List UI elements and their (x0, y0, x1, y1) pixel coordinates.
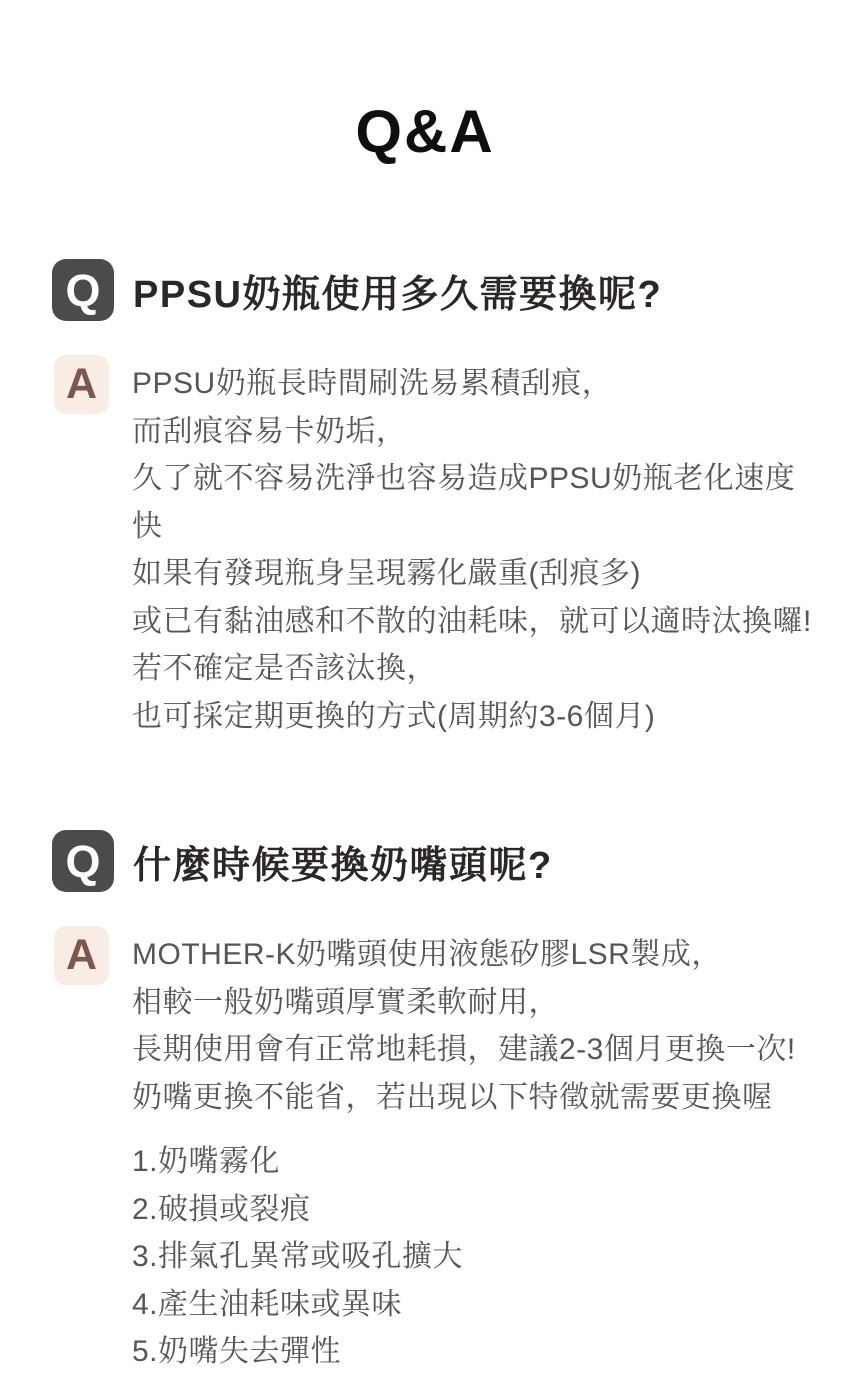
list-item: 1.奶嘴霧化 (132, 1145, 281, 1178)
answer-line: 如果有發現瓶身呈現霧化嚴重(刮痕多) (132, 557, 641, 590)
q-badge-icon: Q (52, 259, 114, 321)
answer-text (132, 926, 796, 1376)
list-item: 3.排氣孔異常或吸孔擴大 (132, 1240, 464, 1273)
answer-line: 奶嘴更換不能省，若出現以下特徵就需要更換喔 (132, 1080, 773, 1114)
answer-line: 而刮痕容易卡奶垢， (132, 414, 407, 448)
question-text: 什麼時候要換奶嘴頭呢? (133, 844, 553, 887)
answer-text (132, 355, 820, 740)
answer-line: PPSU奶瓶長時間刷洗易累積刮痕， (132, 367, 613, 400)
list-item: 2.破損或裂痕 (132, 1192, 311, 1226)
answer-row (52, 926, 820, 1376)
a-badge-icon: A (54, 355, 109, 414)
answer-line: 長期使用會有正常地耗損，建議2-3個月更換一次! (132, 1033, 796, 1066)
question-row (52, 830, 820, 892)
page-title: Q&A (355, 98, 495, 165)
question-row (52, 259, 820, 321)
q-badge-icon: Q (52, 830, 114, 892)
faq-section-bottle (0, 259, 850, 740)
a-badge-icon: A (54, 926, 109, 985)
answer-row (52, 355, 820, 740)
answer-line: 久了就不容易洗淨也容易造成PPSU奶瓶老化速度快 (132, 462, 796, 543)
answer-line: 也可採定期更換的方式(周期約3-6個月) (132, 699, 656, 733)
list-item: 5.奶嘴失去彈性 (132, 1335, 342, 1368)
answer-line: 或已有黏油感和不散的油耗味，就可以適時汰換囉! (132, 604, 812, 638)
answer-line: 若不確定是否該汰換， (132, 652, 437, 685)
answer-line: MOTHER-K奶嘴頭使用液態矽膠LSR製成， (132, 938, 722, 971)
answer-list (132, 1138, 796, 1376)
question-text: PPSU奶瓶使用多久需要換呢? (133, 273, 663, 316)
list-item: 4.產生油耗味或異味 (132, 1287, 403, 1321)
faq-section-nipple (0, 830, 850, 1376)
answer-line: 相較一般奶嘴頭厚實柔軟耐用， (132, 985, 559, 1019)
